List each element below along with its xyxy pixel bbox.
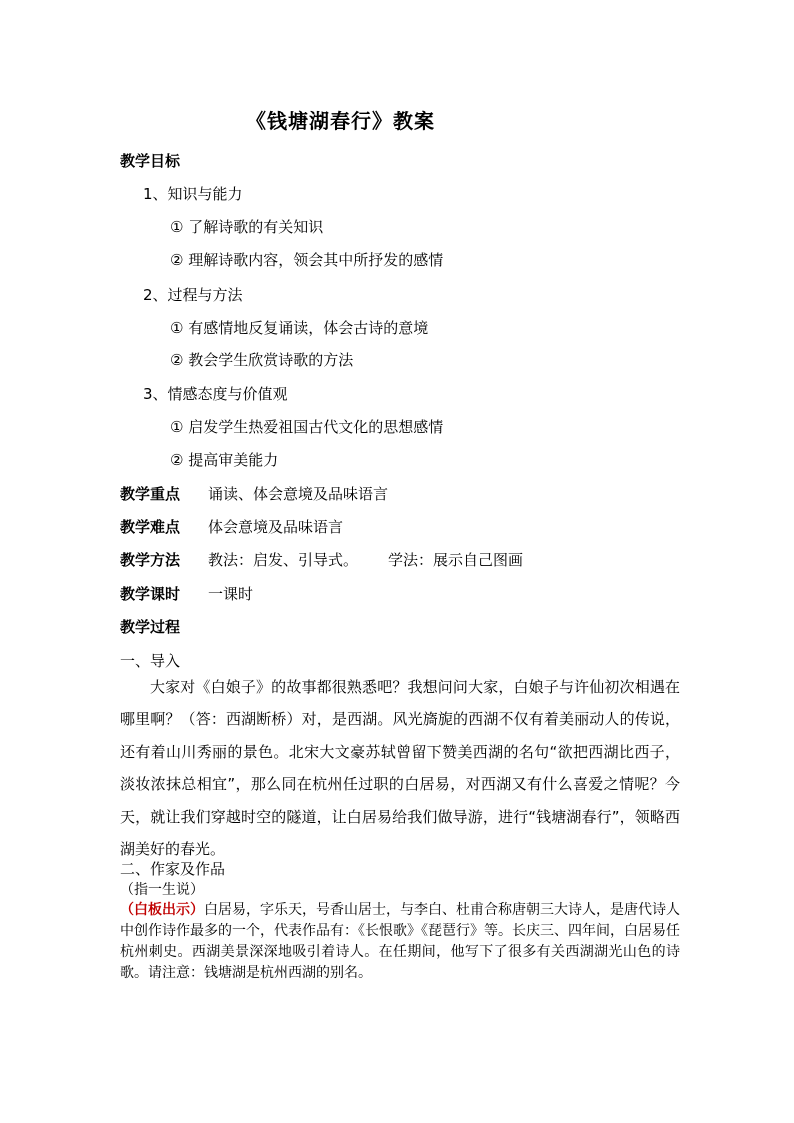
document-title: 《钱塘湖春行》教案 (246, 109, 435, 133)
focus-value: 诵读、体会意境及品味语言 (208, 485, 389, 503)
section-1-heading: 一、导入 (120, 652, 181, 670)
objective-3-label: 3、情感态度与价值观 (143, 385, 288, 403)
author-paragraph (120, 900, 680, 984)
objective-1-label: 1、知识与能力 (143, 185, 243, 203)
objective-1-item-2: ② 理解诗歌内容，领会其中所抒发的感情 (170, 251, 444, 269)
difficulty-value: 体会意境及品味语言 (208, 518, 344, 536)
author-text: 白居易，字乐天，号香山居士，与李白、杜甫合称唐朝三大诗人，是唐代诗人中创作诗作最多的一个，代表作品有：《长恨歌》《琵琶行》等。长庆三、四年间，白居易任杭州刺史。西湖美景深深地吸引着诗人。在任期间，他写下了很多有关西湖湖光山色的诗歌。请注意：钱塘湖是杭州西湖的别名。 (120, 902, 680, 981)
intro-paragraph: 大家对《白娘子》的故事都很熟悉吧？我想问问大家，白娘子与许仙初次相遇在哪里啊？（答：西湖断桥）对，是西湖。风光旖旎的西湖不仅有着美丽动人的传说，还有着山川秀丽的景色。北宋大文豪苏轼曾留下赞美西湖的名句“欲把西湖比西子，淡妆浓抹总相宜”，那么同在杭州任过职的白居易，对西湖又有什么喜爱之情呢？今天，就让我们穿越时空的隧道，让白居易给我们做导游，进行“钱塘湖春行”，领略西湖美好的春光。 (120, 678, 680, 859)
section-2-heading: 二、作家及作品 (120, 860, 226, 878)
objective-2-label: 2、过程与方法 (143, 286, 243, 304)
hours-row (120, 583, 253, 604)
focus-row (120, 483, 388, 504)
process-heading: 教学过程 (120, 618, 181, 636)
objective-2-item-2: ② 教会学生欣赏诗歌的方法 (170, 351, 354, 369)
difficulty-row (120, 516, 343, 537)
objective-1-item-1: ① 了解诗歌的有关知识 (170, 218, 324, 236)
method-value: 教法：启发、引导式。 (208, 551, 359, 569)
hours-value: 一课时 (208, 585, 254, 603)
objective-2-item-1: ① 有感情地反复诵读，体会古诗的意境 (170, 319, 429, 337)
objectives-heading: 教学目标 (120, 152, 181, 170)
method-row (120, 549, 523, 570)
method-value-2: 学法：展示自己图画 (388, 551, 524, 569)
section-2-note: （指一生说） (120, 882, 204, 898)
hours-key: 教学课时 (120, 585, 181, 603)
difficulty-key: 教学难点 (120, 518, 181, 536)
objective-3-item-2: ② 提高审美能力 (170, 451, 279, 469)
board-tag: （白板出示） (120, 902, 204, 918)
objective-3-item-1: ① 启发学生热爱祖国古代文化的思想感情 (170, 418, 444, 436)
method-key: 教学方法 (120, 551, 181, 569)
focus-key: 教学重点 (120, 485, 181, 503)
